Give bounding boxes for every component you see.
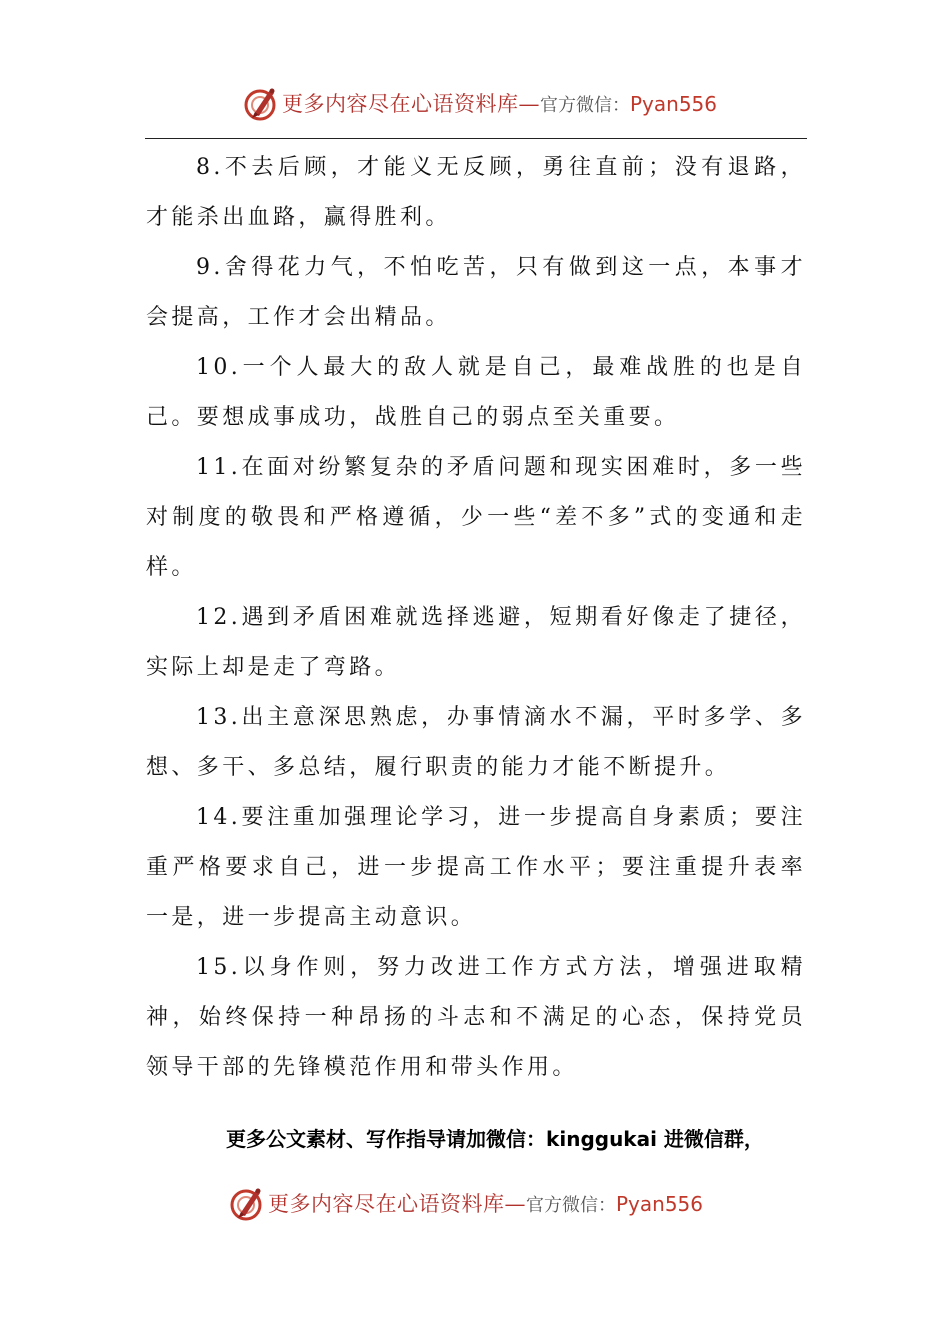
brand-text: 更多内容尽在心语资料库: [282, 92, 519, 116]
footer-wechat-id: Pyan556: [616, 1192, 704, 1216]
footer-banner: [0, 1182, 950, 1226]
paragraph-15: 15.以身作则，努力改进工作方式方法，增强进取精神，始终保持一种昂扬的斗志和不满足的心态，保持党员领导干部的先锋模范作用和带头作用。: [146, 955, 806, 1080]
wechat-label: 官方微信：: [540, 95, 630, 116]
footer-brand-dash: —: [504, 1192, 526, 1216]
wechat-id: Pyan556: [630, 92, 718, 116]
header-banner-text: [282, 90, 717, 118]
pen-nib-circle-logo-icon: [240, 84, 284, 128]
footer-wechat-label: 官方微信：: [526, 1195, 616, 1216]
paragraph-13: 13.出主意深思熟虑，办事情滴水不漏，平时多学、多想、多干、多总结，履行职责的能力才能不断提升。: [146, 705, 806, 780]
footer-banner-text: [268, 1190, 703, 1218]
footer-brand-text: 更多内容尽在心语资料库: [268, 1192, 505, 1216]
paragraph-10: 10.一个人最大的敌人就是自己，最难战胜的也是自己。要想成事成功，战胜自己的弱点至关重要。: [146, 355, 806, 430]
footer-note: 更多公文素材、写作指导请加微信：kinggukai 进微信群，: [226, 1127, 764, 1151]
header-divider: [145, 138, 807, 139]
paragraph-11: 11.在面对纷繁复杂的矛盾问题和现实困难时，多一些对制度的敬畏和严格遵循，少一些“差不多”式的变通和走样。: [146, 455, 806, 580]
footer-pen-nib-circle-logo-icon: [226, 1184, 270, 1228]
paragraph-8: 8.不去后顾，才能义无反顾，勇往直前；没有退路，才能杀出血路，赢得胜利。: [146, 155, 806, 230]
brand-dash: —: [518, 92, 540, 116]
paragraph-9: 9.舍得花力气，不怕吃苦，只有做到这一点，本事才会提高，工作才会出精品。: [146, 255, 806, 330]
document-body: [146, 143, 806, 1093]
paragraph-14: 14.要注重加强理论学习，进一步提高自身素质；要注重严格要求自己，进一步提高工作水平；要注重提升表率一是，进一步提高主动意识。: [146, 805, 806, 930]
paragraph-12: 12.遇到矛盾困难就选择逃避，短期看好像走了捷径，实际上却是走了弯路。: [146, 605, 806, 680]
header-banner: [0, 80, 950, 124]
